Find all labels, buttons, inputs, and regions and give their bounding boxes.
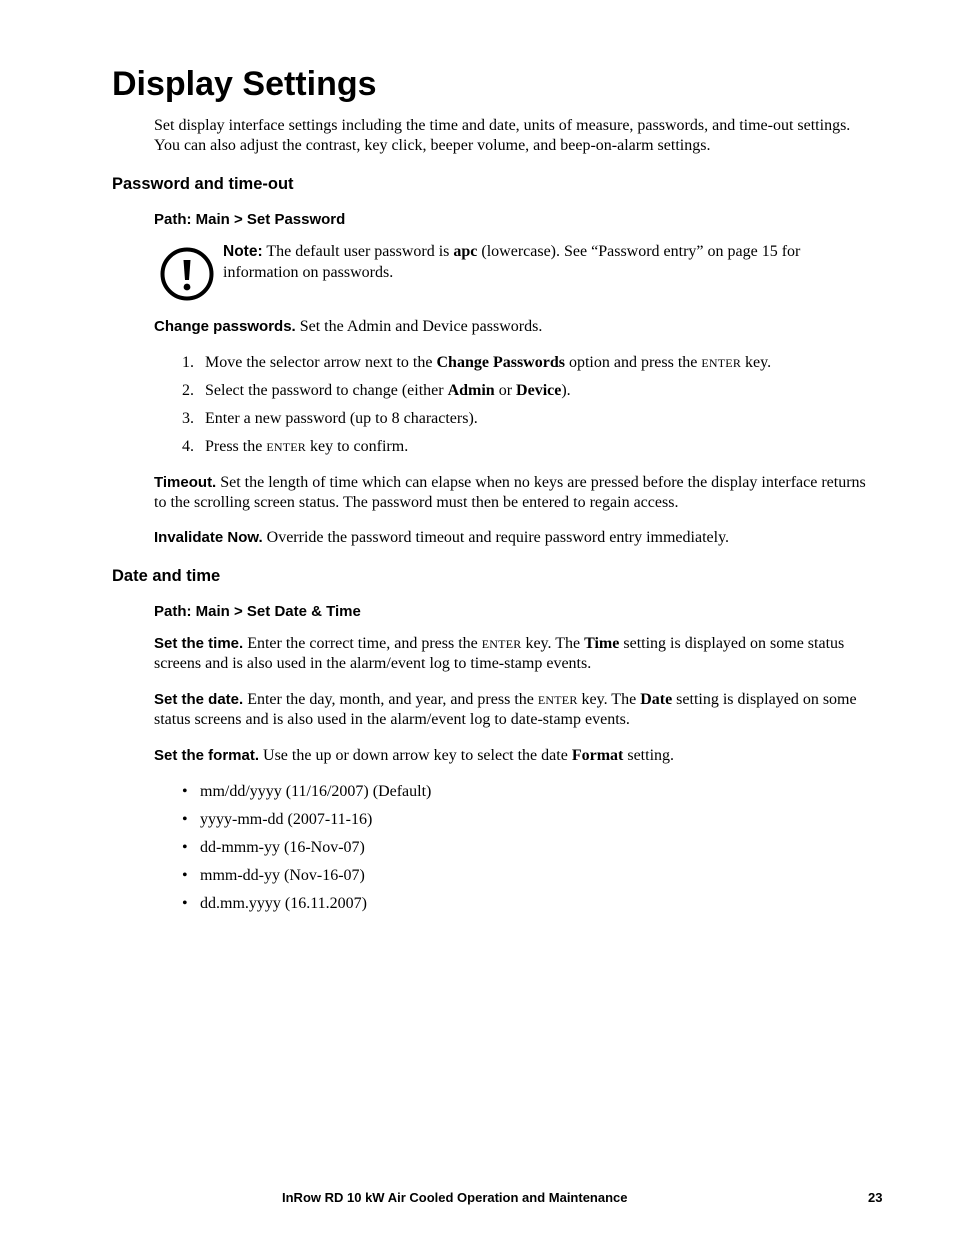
date-format-option: yyyy-mm-dd (2007-11-16) — [200, 811, 373, 828]
step-bold-text: Device — [516, 382, 562, 399]
enter-key-label: ENTER — [266, 440, 306, 454]
password-steps-list — [182, 353, 882, 465]
step-text: key to confirm. — [306, 438, 409, 455]
footer-page-number: 23 — [868, 1190, 883, 1205]
list-item — [182, 353, 882, 381]
set-time-text: Enter the correct time, and press the — [247, 635, 478, 652]
intro-paragraph: Set display interface settings including the time and date, units of measure, passwords, and time-out settings. You can also adjust the contrast, key click, beeper volume, and beep-on-alarm settings. — [154, 117, 851, 154]
invalidate-text: Override the password timeout and require password entry immediately. — [266, 529, 730, 546]
password-path: Path: Main > Set Password — [154, 211, 346, 228]
set-format-text: Use the up or down arrow key to select the date — [263, 747, 568, 764]
list-item — [182, 894, 582, 922]
list-item — [182, 782, 582, 810]
date-format-option: mm/dd/yyyy (11/16/2007) (Default) — [200, 783, 432, 800]
bullet: • — [182, 839, 188, 856]
step-number: 4. — [182, 438, 194, 455]
timeout-paragraph — [154, 473, 870, 513]
step-text: Press the — [205, 438, 267, 455]
step-text: ). — [561, 382, 571, 399]
format-setting-name: Format — [571, 747, 624, 764]
step-number: 3. — [182, 410, 194, 427]
enter-key-label: ENTER — [701, 356, 742, 370]
change-passwords-text: Set the Admin and Device passwords. — [299, 318, 543, 335]
date-setting-name: Date — [640, 691, 673, 708]
list-item — [182, 437, 882, 465]
date-format-option: dd.mm.yyyy (16.11.2007) — [200, 895, 367, 912]
section-heading-date-time: Date and time — [112, 567, 221, 585]
step-text: Move the selector arrow next to the — [205, 354, 437, 371]
section-heading-password: Password and time-out — [112, 175, 294, 193]
date-format-option: dd-mmm-yy (16-Nov-07) — [200, 839, 365, 856]
note-text-before: The default user password is — [266, 243, 450, 260]
bullet: • — [182, 783, 188, 800]
set-date-text: Enter the day, month, and year, and press the — [247, 691, 534, 708]
set-format-paragraph — [154, 746, 870, 766]
step-bold-text: Change Passwords — [436, 354, 565, 371]
step-number: 2. — [182, 382, 194, 399]
step-text: key. — [741, 354, 772, 371]
set-date-text: key. The — [581, 691, 637, 708]
date-format-list — [182, 782, 582, 922]
note-bold-password: apc — [453, 243, 478, 260]
note-label: Note: — [223, 243, 263, 260]
step-bold-text: Admin — [447, 382, 495, 399]
change-passwords-paragraph — [154, 317, 870, 337]
set-date-paragraph — [154, 690, 870, 730]
exclamation-circle-icon — [160, 247, 214, 301]
set-time-label: Set the time. — [154, 635, 244, 652]
list-item — [182, 381, 882, 409]
enter-key-label: ENTER — [537, 693, 578, 707]
page-title: Display Settings — [112, 65, 377, 103]
step-text: Select the password to change (either — [205, 382, 448, 399]
set-time-text: setting is displayed on some status screens and is also used in the alarm/event log to time-stamp events. — [154, 635, 845, 672]
set-format-label: Set the format. — [154, 747, 260, 764]
invalidate-label: Invalidate Now. — [154, 529, 263, 546]
set-date-text: setting is displayed on some status screens and is also used in the alarm/event log to date-stamp events. — [154, 691, 857, 728]
timeout-text: Set the length of time which can elapse when no keys are pressed before the display interface returns to the scrolling screen status. The password must then be entered to regain access. — [154, 474, 866, 511]
note-text — [223, 241, 863, 283]
enter-key-label: ENTER — [481, 637, 522, 651]
list-item — [182, 409, 882, 437]
set-date-label: Set the date. — [154, 691, 244, 708]
time-setting-name: Time — [584, 635, 620, 652]
set-time-paragraph — [154, 634, 870, 674]
bullet: • — [182, 867, 188, 884]
list-item — [182, 866, 582, 894]
set-time-text: key. The — [525, 635, 581, 652]
step-number: 1. — [182, 354, 194, 371]
footer-document-title: InRow RD 10 kW Air Cooled Operation and Maintenance — [282, 1190, 628, 1205]
date-time-path: Path: Main > Set Date & Time — [154, 603, 361, 620]
invalidate-paragraph — [154, 528, 870, 548]
list-item — [182, 810, 582, 838]
note-text-after: (lowercase). See “Password entry” on page 15 for information on passwords. — [223, 243, 801, 281]
timeout-label: Timeout. — [154, 474, 217, 491]
step-text: or — [494, 382, 517, 399]
change-passwords-label: Change passwords. — [154, 318, 296, 335]
step-text: Enter a new password (up to 8 characters). — [205, 410, 478, 427]
bullet: • — [182, 895, 188, 912]
date-format-option: mmm-dd-yy (Nov-16-07) — [200, 867, 365, 884]
bullet: • — [182, 811, 188, 828]
list-item — [182, 838, 582, 866]
set-format-text: setting. — [627, 747, 675, 764]
step-text: option and press the — [564, 354, 702, 371]
